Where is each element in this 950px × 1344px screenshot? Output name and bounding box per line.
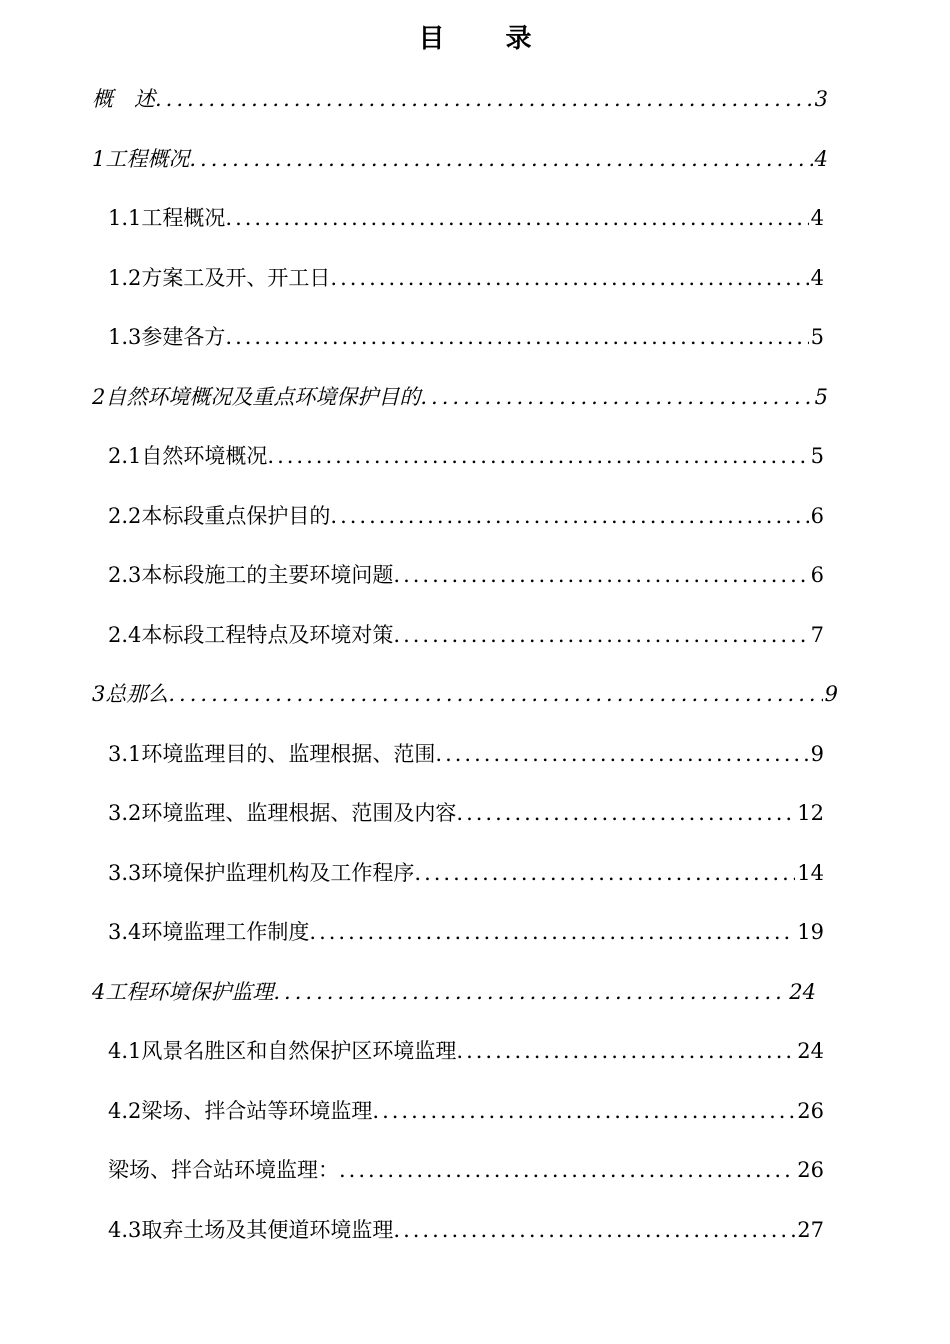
toc-entry-page-number: 4 (810, 206, 824, 230)
toc-entry-label: 概 述 (92, 87, 155, 111)
toc-entry-label: 3总那么 (92, 682, 169, 706)
toc-entry-label: 3.2环境监理、监理根据、范围及内容 (108, 801, 457, 825)
toc-entry-page-number: 4 (810, 266, 824, 290)
toc-dot-leader (393, 618, 808, 652)
toc-entry[interactable] (108, 201, 824, 235)
toc-entry-page-number: 6 (810, 563, 824, 587)
toc-entry-page-number: 5 (814, 385, 828, 409)
toc-entry-page-number: 6 (810, 504, 824, 528)
toc-dot-leader (225, 320, 808, 354)
toc-entry-page-number: 24 (797, 1039, 824, 1063)
toc-entry-page-number: 26 (797, 1099, 824, 1123)
toc-entry[interactable] (92, 380, 828, 414)
toc-entry[interactable] (108, 618, 824, 652)
toc-entry-label: 梁场、拌合站环境监理： (108, 1158, 339, 1182)
toc-dot-leader (189, 142, 812, 176)
toc-entry[interactable] (108, 856, 824, 890)
toc-dot-leader (330, 261, 808, 295)
toc-entry[interactable] (108, 261, 824, 295)
toc-entry[interactable] (108, 558, 824, 592)
toc-entry-label: 4.1风景名胜区和自然保护区环境监理 (108, 1039, 457, 1063)
toc-entry-label: 3.3环境保护监理机构及工作程序 (108, 861, 415, 885)
toc-dot-leader (435, 737, 808, 771)
toc-entry-label: 1.2方案工及开、开工日 (108, 266, 331, 290)
toc-dot-leader (168, 677, 822, 711)
toc-dot-leader (414, 856, 795, 890)
toc-entry[interactable] (92, 142, 828, 176)
toc-title: 目 录 (418, 24, 558, 54)
toc-entry[interactable] (108, 915, 824, 949)
toc-entry-label: 1工程概况 (92, 147, 190, 171)
toc-entry-page-number: 14 (797, 861, 824, 885)
toc-dot-leader (273, 975, 787, 1009)
toc-entry[interactable] (108, 796, 824, 830)
toc-entry-label: 3.1环境监理目的、监理根据、范围 (108, 742, 436, 766)
toc-entry-page-number: 26 (797, 1158, 824, 1182)
toc-entry-label: 4工程环境保护监理 (92, 980, 274, 1004)
toc-dot-leader (267, 439, 808, 473)
toc-dot-leader (393, 558, 808, 592)
toc-entry-label: 1.1工程概况 (108, 206, 226, 230)
toc-entry[interactable] (92, 677, 838, 711)
toc-entry-label: 4.2梁场、拌合站等环境监理 (108, 1099, 373, 1123)
toc-entry-page-number: 5 (810, 325, 824, 349)
toc-dot-leader (339, 1153, 795, 1187)
toc-entry-page-number: 19 (797, 920, 824, 944)
toc-dot-leader (456, 796, 795, 830)
toc-entry-page-number: 7 (810, 623, 824, 647)
toc-entry[interactable] (108, 1094, 824, 1128)
toc-dot-leader (393, 1213, 795, 1247)
toc-entry[interactable] (108, 1153, 824, 1187)
toc-entry-label: 2.4本标段工程特点及环境对策 (108, 623, 394, 647)
toc-entry-label: 1.3参建各方 (108, 325, 226, 349)
toc-entry[interactable] (108, 499, 824, 533)
toc-entry-label: 2.3本标段施工的主要环境问题 (108, 563, 394, 587)
toc-dot-leader (420, 380, 812, 414)
toc-dot-leader (225, 201, 808, 235)
toc-entry[interactable] (108, 439, 824, 473)
toc-entry-label: 2.1自然环境概况 (108, 444, 268, 468)
toc-entry-page-number: 4 (814, 147, 828, 171)
toc-entry-page-number: 9 (824, 682, 838, 706)
toc-entry-page-number: 24 (789, 980, 816, 1004)
toc-dot-leader (330, 499, 808, 533)
toc-entry[interactable] (92, 82, 828, 116)
toc-entry-page-number: 5 (810, 444, 824, 468)
toc-entry[interactable] (108, 1034, 824, 1068)
toc-entry-page-number: 27 (797, 1218, 824, 1242)
toc-entry-page-number: 12 (797, 801, 824, 825)
toc-entry-page-number: 9 (810, 742, 824, 766)
toc-entry[interactable] (108, 737, 824, 771)
toc-entry-label: 3.4环境监理工作制度 (108, 920, 310, 944)
toc-dot-leader (309, 915, 795, 949)
toc-dot-leader (372, 1094, 795, 1128)
toc-dot-leader (456, 1034, 795, 1068)
toc-entry[interactable] (108, 320, 824, 354)
toc-entry-label: 4.3取弃土场及其便道环境监理 (108, 1218, 394, 1242)
toc-entry-label: 2自然环境概况及重点环境保护目的 (92, 385, 421, 409)
toc-entry[interactable] (92, 975, 816, 1009)
toc-entry-page-number: 3 (814, 87, 828, 111)
toc-entry[interactable] (108, 1213, 824, 1247)
toc-dot-leader (155, 82, 813, 116)
toc-entry-label: 2.2本标段重点保护目的 (108, 504, 331, 528)
